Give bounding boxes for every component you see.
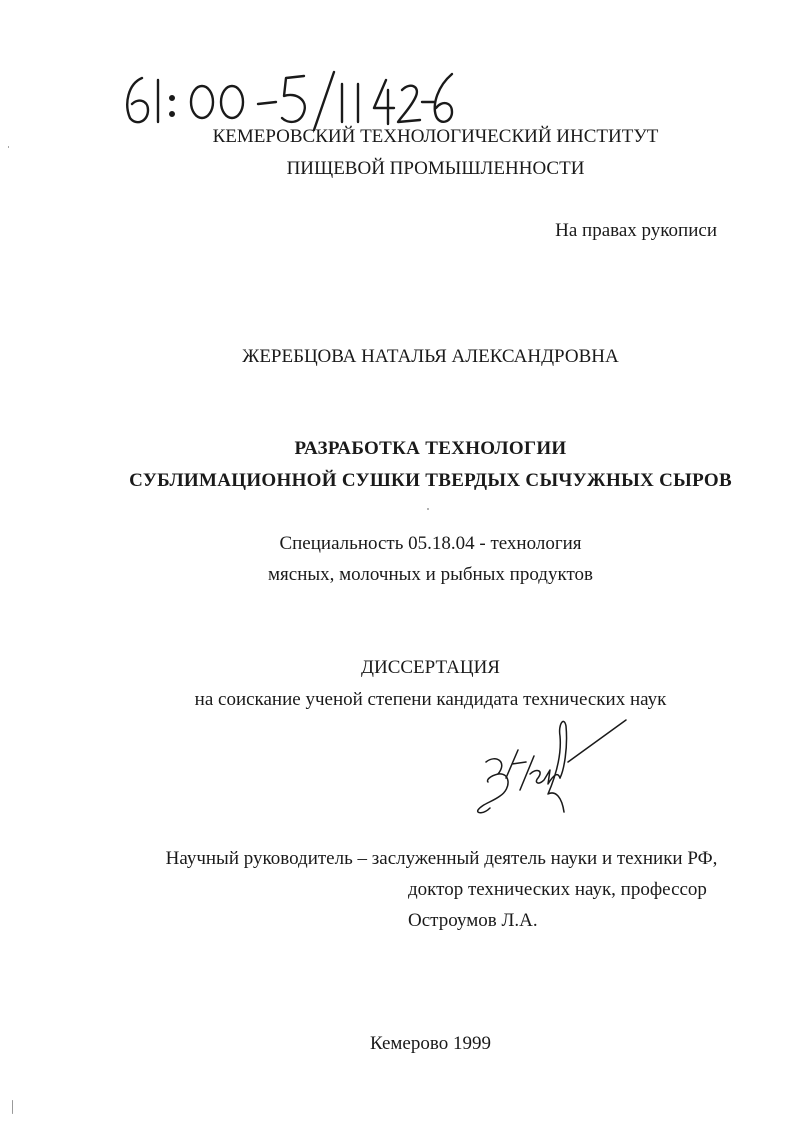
author-name: ЖЕРЕБЦОВА НАТАЛЬЯ АЛЕКСАНДРОВНА (242, 346, 619, 367)
author-signature (468, 718, 628, 818)
scan-speck (427, 508, 429, 510)
specialty-line1: Специальность 05.18.04 - технология (279, 533, 582, 554)
thesis-title-line2: СУБЛИМАЦИОННОЙ СУШКИ ТВЕРДЫХ СЫЧУЖНЫХ СЫРОВ (129, 470, 732, 491)
document-type: ДИССЕРТАЦИЯ (361, 657, 500, 678)
degree-description: на соискание ученой степени кандидата технических наук (194, 689, 667, 710)
institute-name-line2: ПИЩЕВОЙ ПРОМЫШЛЕННОСТИ (286, 158, 585, 179)
institute-name-line1: КЕМЕРОВСКИЙ ТЕХНОЛОГИЧЕСКИЙ ИНСТИТУТ (212, 126, 659, 147)
supervisor-line1: Научный руководитель – заслуженный деятель науки и техники РФ, (165, 848, 718, 869)
supervisor-line2: доктор технических наук, профессор (408, 879, 707, 900)
specialty-line2: мясных, молочных и рыбных продуктов (268, 564, 593, 585)
thesis-title-line1: РАЗРАБОТКА ТЕХНОЛОГИИ (294, 438, 567, 459)
manuscript-rights-note: На правах рукописи (555, 220, 717, 241)
scan-speck (8, 146, 9, 148)
supervisor-name: Остроумов Л.А. (408, 910, 538, 931)
handwritten-catalog-number (118, 68, 458, 132)
city-year: Кемерово 1999 (370, 1033, 491, 1054)
scan-speck (12, 1100, 13, 1114)
